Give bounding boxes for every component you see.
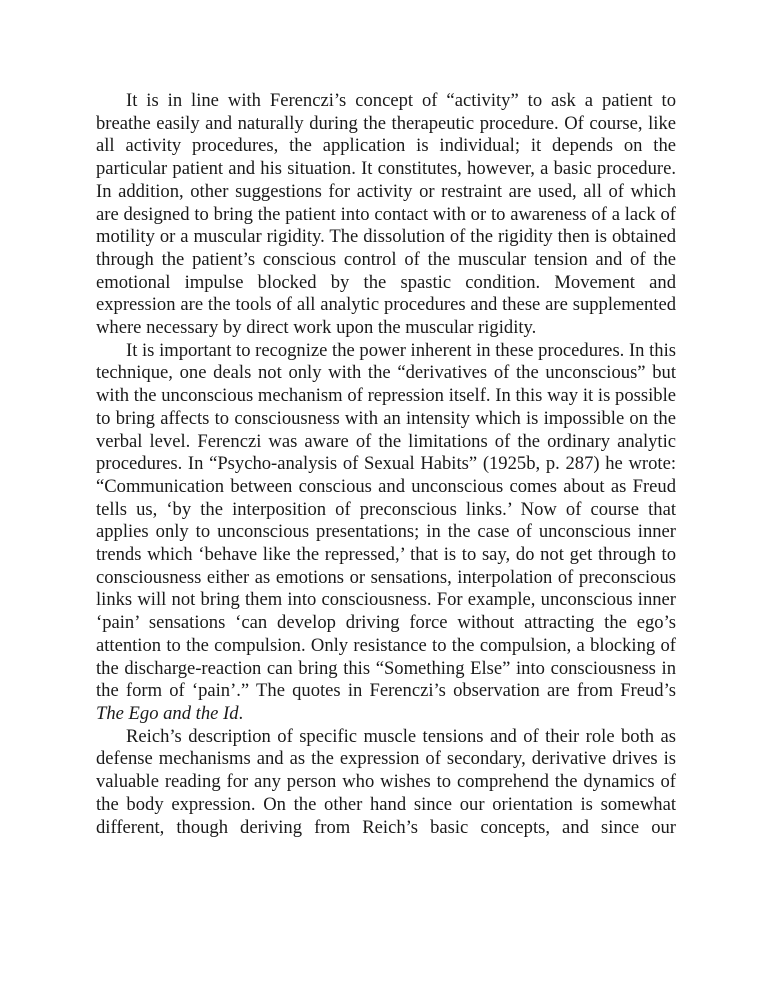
- paragraph-text: Reich’s description of specific muscle tensions and of their role both as defense mechanisms and as the expression of secondary, derivative drives is valuable reading for any person who wishes to comprehend the dynamics of the body expression. On the other hand since our orientation is somewhat different, though deriving from Reich’s basic concepts, and since our: [96, 725, 676, 838]
- paragraph-power: [96, 340, 676, 726]
- paragraph-text: It is important to recognize the power inherent in these procedures. In this technique, one deals not only with the “derivatives of the unconscious” but with the unconscious mechanism of repression itself. In this way it is possible to bring affects to consciousness with an intensity which is impossible on the verbal level. Ferenczi was aware of the limitations of the ordinary analytic procedures. In “Psycho-analysis of Sexual Habits” (1925b, p. 287) he wrote: “Communication between conscious and unconscious comes about as Freud tells us, ‘by the interposition of preconscious links.’ Now of course that applies only to unconscious presentations; in the case of unconscious inner trends which ‘behave like the repressed,’ that is to say, do not get through to consciousness either as emotions or sensations, interpolation of preconscious links will not bring them into consciousness. For example, unconscious inner ‘pain’ sensations ‘can develop driving force without attracting the ego’s attention to the compulsion. Only resistance to the compulsion, a blocking of the discharge-reaction can bring this “Something Else” into consciousness in the form of ‘pain’.” The quotes in Ferenczi’s observation are from Freud’s: [96, 339, 676, 702]
- book-title-italic: The Ego and the Id: [96, 702, 239, 724]
- paragraph-text-end: .: [238, 702, 244, 724]
- paragraph-activity: [96, 90, 676, 340]
- paragraph-text: It is in line with Ferenczi’s concept of “activity” to ask a patient to breathe easily and naturally during the therapeutic procedure. Of course, like all activity procedures, the application is individual; it depends on the particular patient and his situation. It constitutes, however, a basic procedure. In addition, other suggestions for activity or restraint are used, all of which are designed to bring the patient into contact with or to awareness of a lack of motility or a muscular rigidity. The dissolution of the rigidity then is obtained through the patient’s conscious control of the muscular tension and of the emotional impulse blocked by the spastic condition. Movement and expression are the tools of all analytic procedures and these are supplemented where necessary by direct work upon the muscular rigidity.: [96, 90, 676, 339]
- paragraph-reich: [96, 726, 676, 840]
- page-body: [96, 90, 676, 839]
